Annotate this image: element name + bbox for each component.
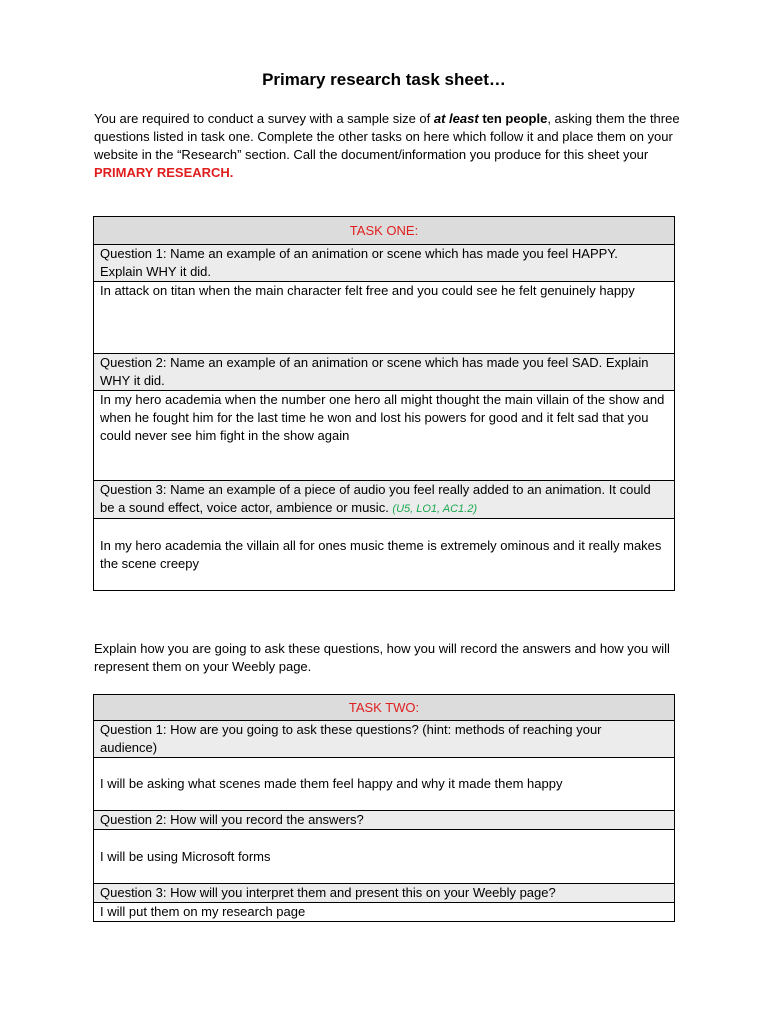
task-one-table [93,216,675,591]
intro-emphasis: at least [433,111,479,126]
task-one-question-1-text: Question 1: Name an example of an animation or scene which has made you feel HAPPY. Explain WHY it did. [100,246,618,279]
intro-text-2: , asking them the three questions listed in task one. Complete the other tasks on here which follow it and place them on your website in the “Research” section. Call the document/information you produce for this sheet your [94,111,680,162]
task-two-question-3: Question 3: How will you interpret them and present this on your Weebly page? [94,884,675,903]
intro-text-1: You are required to conduct a survey with a sample size of [94,111,434,126]
task-one-question-3 [94,481,675,519]
explain-text: Explain how you are going to ask these questions, how you will record the answers and how you will represent them on your Weebly page. [94,641,670,674]
task-one-answer-1[interactable] [94,282,675,354]
task-two-question-1-text: Question 1: How are you going to ask these questions? (hint: methods of reaching your audience) [100,722,602,755]
task-two-question-1 [94,721,675,758]
task-one-question-2: Question 2: Name an example of an animation or scene which has made you feel SAD. Explain WHY it did. [94,354,675,391]
intro-bold: ten people [482,111,548,126]
intro-paragraph [94,110,684,182]
task-two-header: TASK TWO: [94,695,675,721]
task-one-answer-3[interactable]: In my hero academia the villain all for ones music theme is extremely ominous and it really makes the scene creepy [94,519,675,591]
task-one-question-1 [94,245,675,282]
task-two-answer-3[interactable]: I will put them on my research page [94,903,675,922]
task-one-question-3-text: Question 3: Name an example of a piece of audio you feel really added to an animation. It could be a sound effect, voice actor, ambience or music. [100,482,651,515]
intro-red: PRIMARY RESEARCH. [94,165,234,180]
task-two-table [93,694,675,922]
task-one-answer-2[interactable]: In my hero academia when the number one hero all might thought the main villain of the show and when he fought him for the last time he won and lost his powers for good and it felt sad that you could never see him fight in the show again [94,391,675,481]
task-two-answer-2[interactable]: I will be using Microsoft forms [94,830,675,884]
task-one-answer-1-text: In attack on titan when the main character felt free and you could see he felt genuinely happy [100,283,635,298]
explain-paragraph [94,640,684,676]
task-two-question-2: Question 2: How will you record the answers? [94,811,675,830]
task-two-answer-1[interactable]: I will be asking what scenes made them feel happy and why it made them happy [94,758,675,811]
task-one-header: TASK ONE: [94,217,675,245]
task-one-question-3-reference: (U5, LO1, AC1.2) [392,503,477,515]
page-title: Primary research task sheet… [262,70,506,89]
